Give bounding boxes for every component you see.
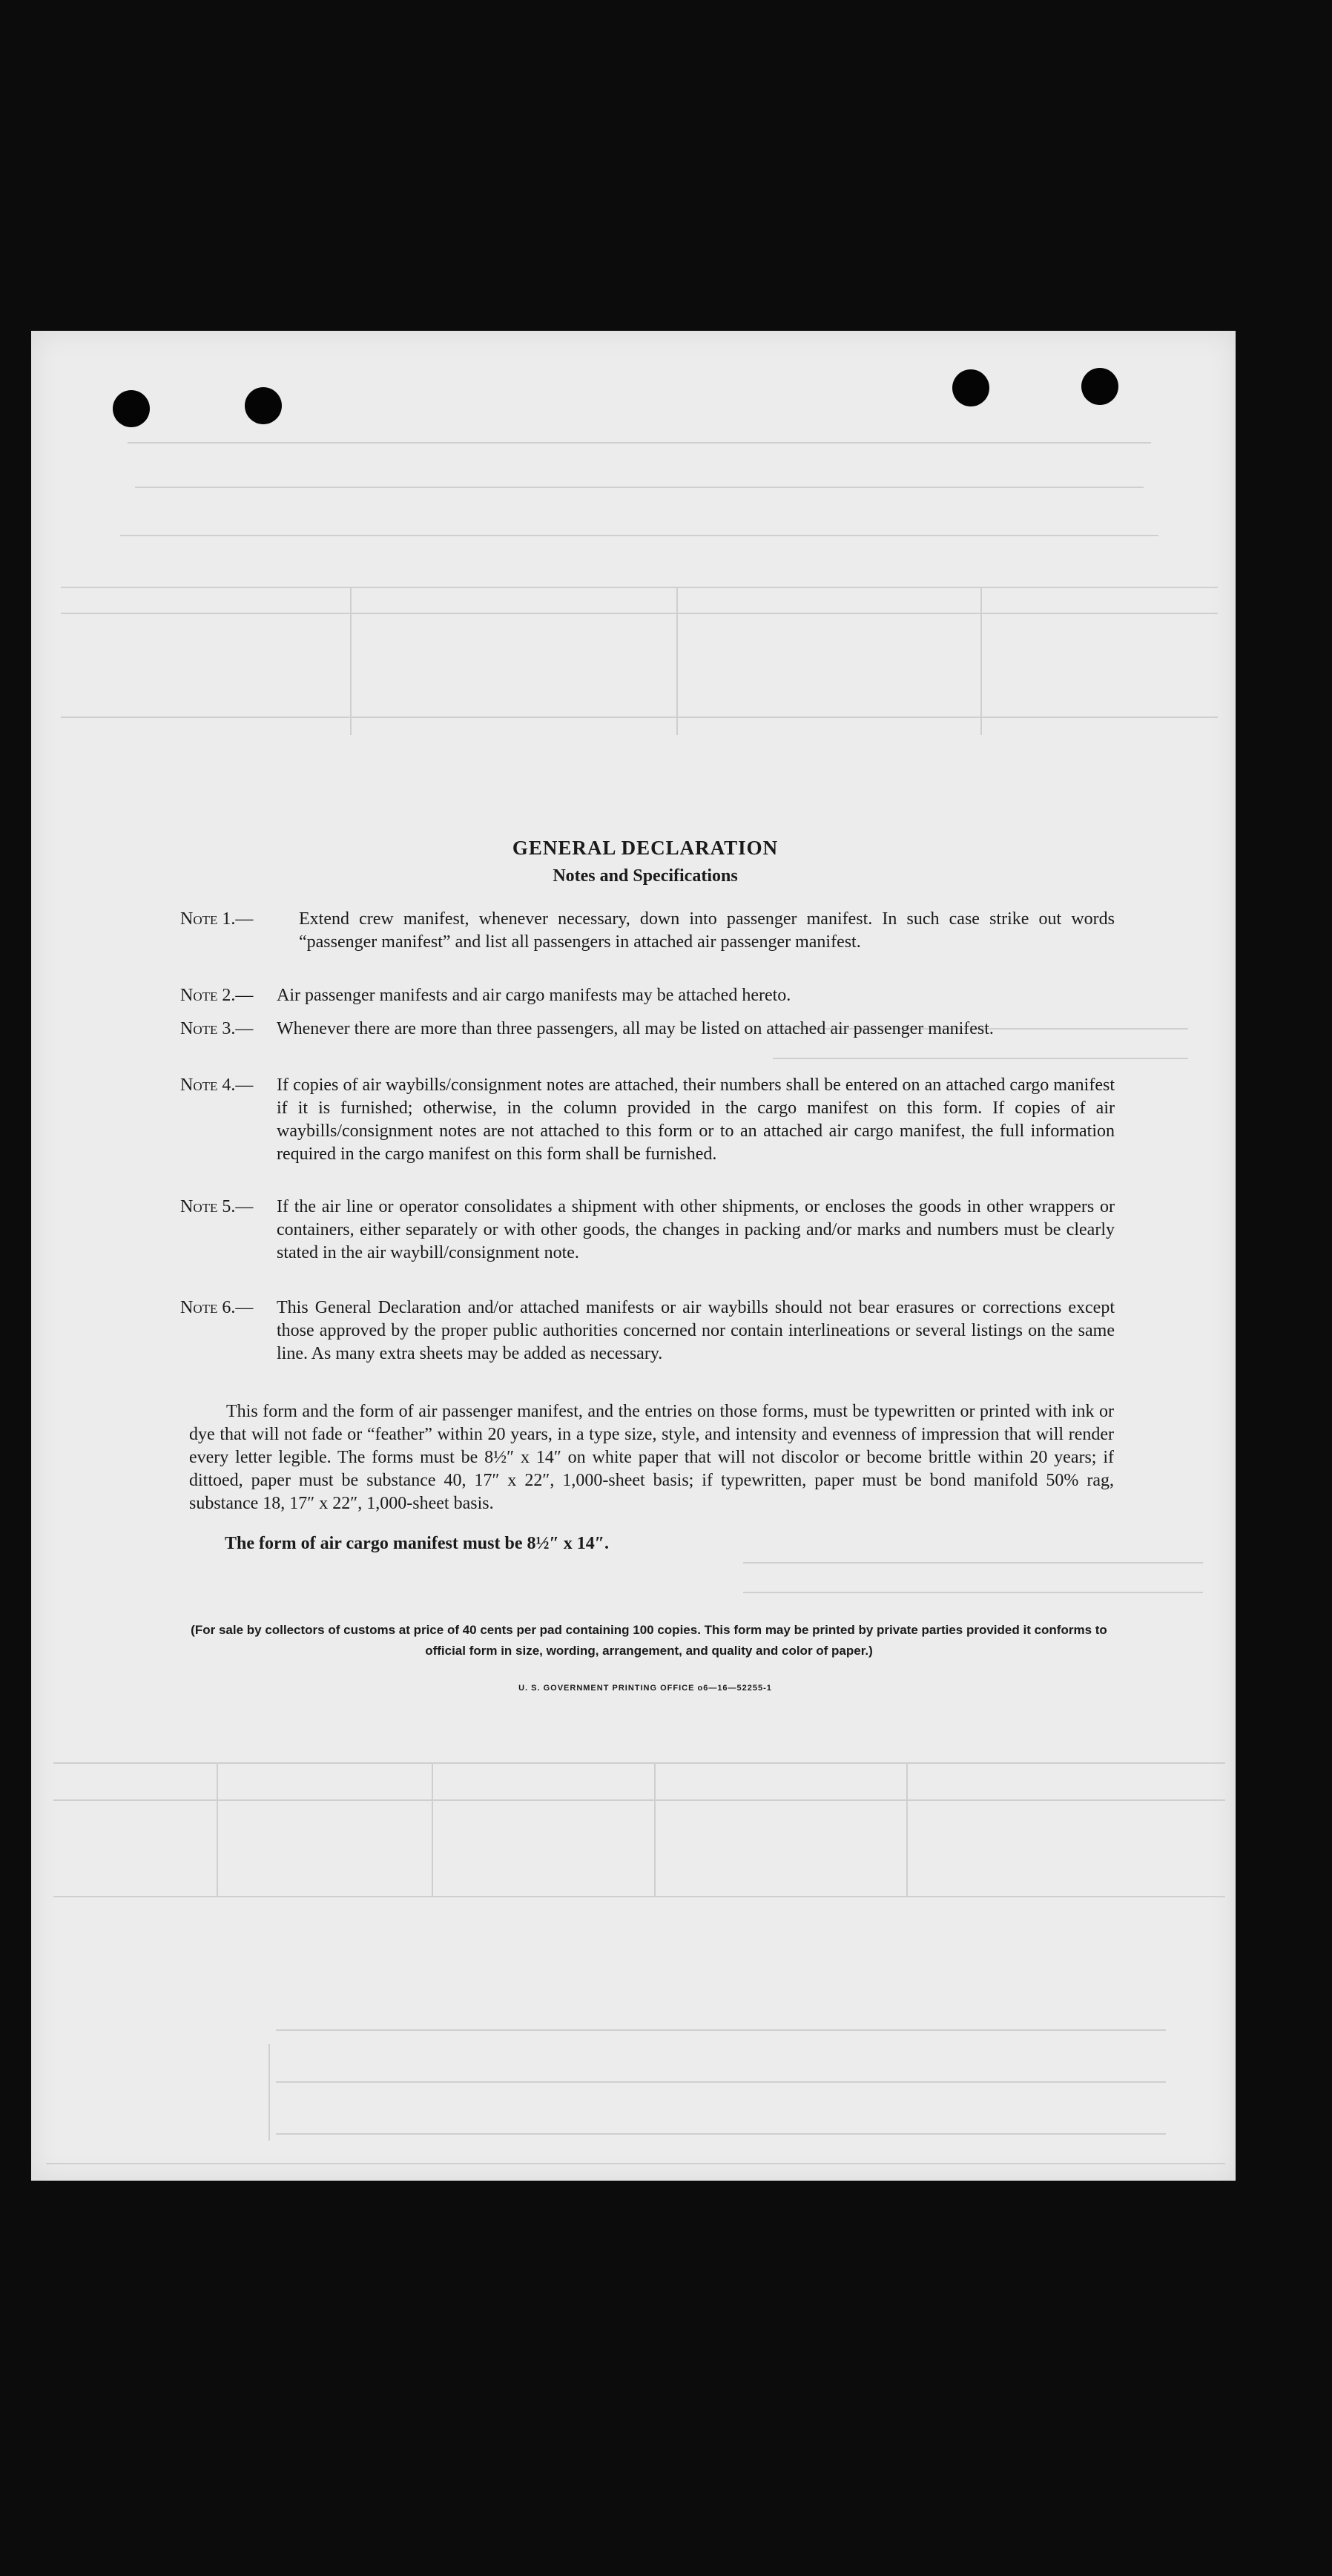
punch-hole xyxy=(952,369,989,406)
note-text: This General Declaration and/or attached manifests or air waybills should not bear erasures or corrections except those approved by the proper public authorities concerned nor contain interlineations or several listings on the same line. As many extra sheets may be added as necessary. xyxy=(277,1298,1115,1363)
printer-line: U. S. GOVERNMENT PRINTING OFFICE o6—16—52255-1 xyxy=(518,1684,772,1693)
sale-notice: (For sale by collectors of customs at price of 40 cents per pad containing 100 copies. This form may be printed by private parties provided it conforms to official form in size, wording, arrangement, and quality and color of paper.) xyxy=(191,1623,1107,1658)
note-label: Note 1.— xyxy=(180,909,254,929)
punch-hole xyxy=(1081,368,1118,405)
note-label: Note 2.— xyxy=(180,986,254,1005)
note-text: If copies of air waybills/consignment notes are attached, their numbers shall be entered on an attached cargo manifest if it is furnished; otherwise, in the column provided in the cargo manifest on this form. If copies of air waybills/consignment notes are not attached to this form or to an attached air cargo manifest, the full information required in the cargo manifest on this form shall be furnished. xyxy=(277,1075,1115,1164)
specifications-paragraph: This form and the form of air passenger manifest, and the entries on those forms, must be typewritten or printed with ink or dye that will not fade or “feather” within 20 years, in a type size, style, and intensity and evenness of impression that will render every letter legible. The forms must be 8½″ x 14″ on white paper that will not discolor or become brittle within 20 years; if dittoed, paper must be substance 40, 17″ x 22″, 1,000-sheet basis; if typewritten, paper must be bond manifold 50% rag, substance 18, 17″ x 22″, 1,000-sheet basis. xyxy=(189,1402,1114,1513)
note-4 xyxy=(180,1074,1115,1166)
punch-hole xyxy=(113,390,150,427)
note-label: Note 6.— xyxy=(180,1298,254,1317)
note-text: Extend crew manifest, whenever necessary, down into passenger manifest. In such case strike out words “passenger manifest” and list all passengers in attached air passenger manifest. xyxy=(299,909,1115,952)
note-3 xyxy=(180,1018,1115,1041)
note-label: Note 3.— xyxy=(180,1019,254,1038)
note-label: Note 4.— xyxy=(180,1075,254,1095)
note-text: If the air line or operator consolidates a shipment with other shipments, or encloses the goods in other wrappers or containers, either separately or with other goods, the changes in packing and/or marks and numbers must be clearly stated in the air waybill/consignment note. xyxy=(277,1197,1115,1262)
page-subtitle: Notes and Specifications xyxy=(553,866,738,886)
note-label: Note 5.— xyxy=(180,1197,254,1216)
cargo-manifest-size: The form of air cargo manifest must be 8½″ x 14″. xyxy=(225,1534,609,1553)
page-title: GENERAL DECLARATION xyxy=(512,837,779,859)
note-6 xyxy=(180,1297,1115,1366)
note-text: Air passenger manifests and air cargo manifests may be attached hereto. xyxy=(277,986,791,1005)
note-text: Whenever there are more than three passengers, all may be listed on attached air passenger manifest. xyxy=(277,1019,994,1038)
note-2 xyxy=(180,984,1115,1007)
note-1 xyxy=(180,908,1115,954)
punch-hole xyxy=(245,387,282,424)
note-5 xyxy=(180,1196,1115,1265)
